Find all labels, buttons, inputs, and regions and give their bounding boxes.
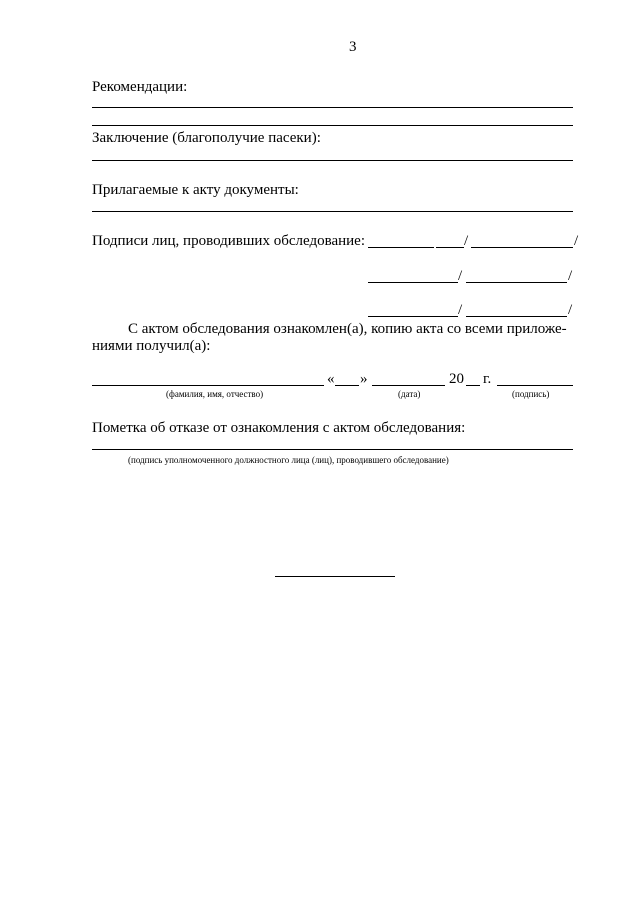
signature-1-blank-b[interactable]: [436, 247, 464, 248]
refusal-caption: (подпись уполномоченного должностного лица (лиц), проводившего обследование): [128, 455, 449, 465]
signatures-label: Подписи лиц, проводивших обследование:: [92, 233, 365, 249]
acknowledgement-year-blank[interactable]: [466, 385, 480, 386]
page-number: 3: [349, 39, 357, 55]
refusal-label: Пометка об отказе от ознакомления с актом обследования:: [92, 420, 466, 436]
signature-2-blank-b[interactable]: [466, 282, 567, 283]
acknowledgement-line-1: С актом обследования ознакомлен(а), копию акта со всеми приложе-: [128, 321, 567, 337]
recommendations-label: Рекомендации:: [92, 79, 188, 95]
caption-date: (дата): [398, 389, 421, 399]
acknowledgement-line-2: ниями получил(а):: [92, 338, 211, 354]
acknowledgement-signature-blank[interactable]: [497, 385, 573, 386]
acknowledgement-year-suffix: г.: [483, 371, 492, 387]
attached-documents-label: Прилагаемые к акту документы:: [92, 182, 299, 198]
refusal-line[interactable]: [92, 449, 573, 450]
acknowledgement-close-quote: »: [360, 371, 368, 387]
acknowledgement-year-prefix: 20: [449, 371, 464, 387]
signature-2-blank-a[interactable]: [368, 282, 458, 283]
signature-3-slash-1: /: [458, 302, 463, 318]
conclusion-label: Заключение (благополучие пасеки):: [92, 130, 321, 146]
recommendations-line-1[interactable]: [92, 107, 573, 108]
signature-1-blank-c[interactable]: [471, 247, 573, 248]
signature-1-slash-2: /: [574, 233, 579, 249]
recommendations-line-2[interactable]: [92, 125, 573, 126]
acknowledgement-month-blank[interactable]: [372, 385, 445, 386]
attached-documents-line[interactable]: [92, 211, 573, 212]
signature-2-slash-1: /: [458, 268, 463, 284]
signature-1-blank-a[interactable]: [368, 247, 434, 248]
conclusion-line[interactable]: [92, 160, 573, 161]
closing-divider: [275, 576, 395, 577]
caption-signature: (подпись): [512, 389, 550, 399]
caption-name: (фамилия, имя, отчество): [166, 389, 264, 399]
signature-3-blank-a[interactable]: [368, 316, 458, 317]
acknowledgement-day-blank[interactable]: [335, 385, 359, 386]
signature-3-slash-2: /: [568, 302, 573, 318]
acknowledgement-name-blank[interactable]: [92, 385, 324, 386]
signature-1-slash-1: /: [464, 233, 469, 249]
signature-2-slash-2: /: [568, 268, 573, 284]
acknowledgement-open-quote: «: [327, 371, 335, 387]
signature-3-blank-b[interactable]: [466, 316, 567, 317]
